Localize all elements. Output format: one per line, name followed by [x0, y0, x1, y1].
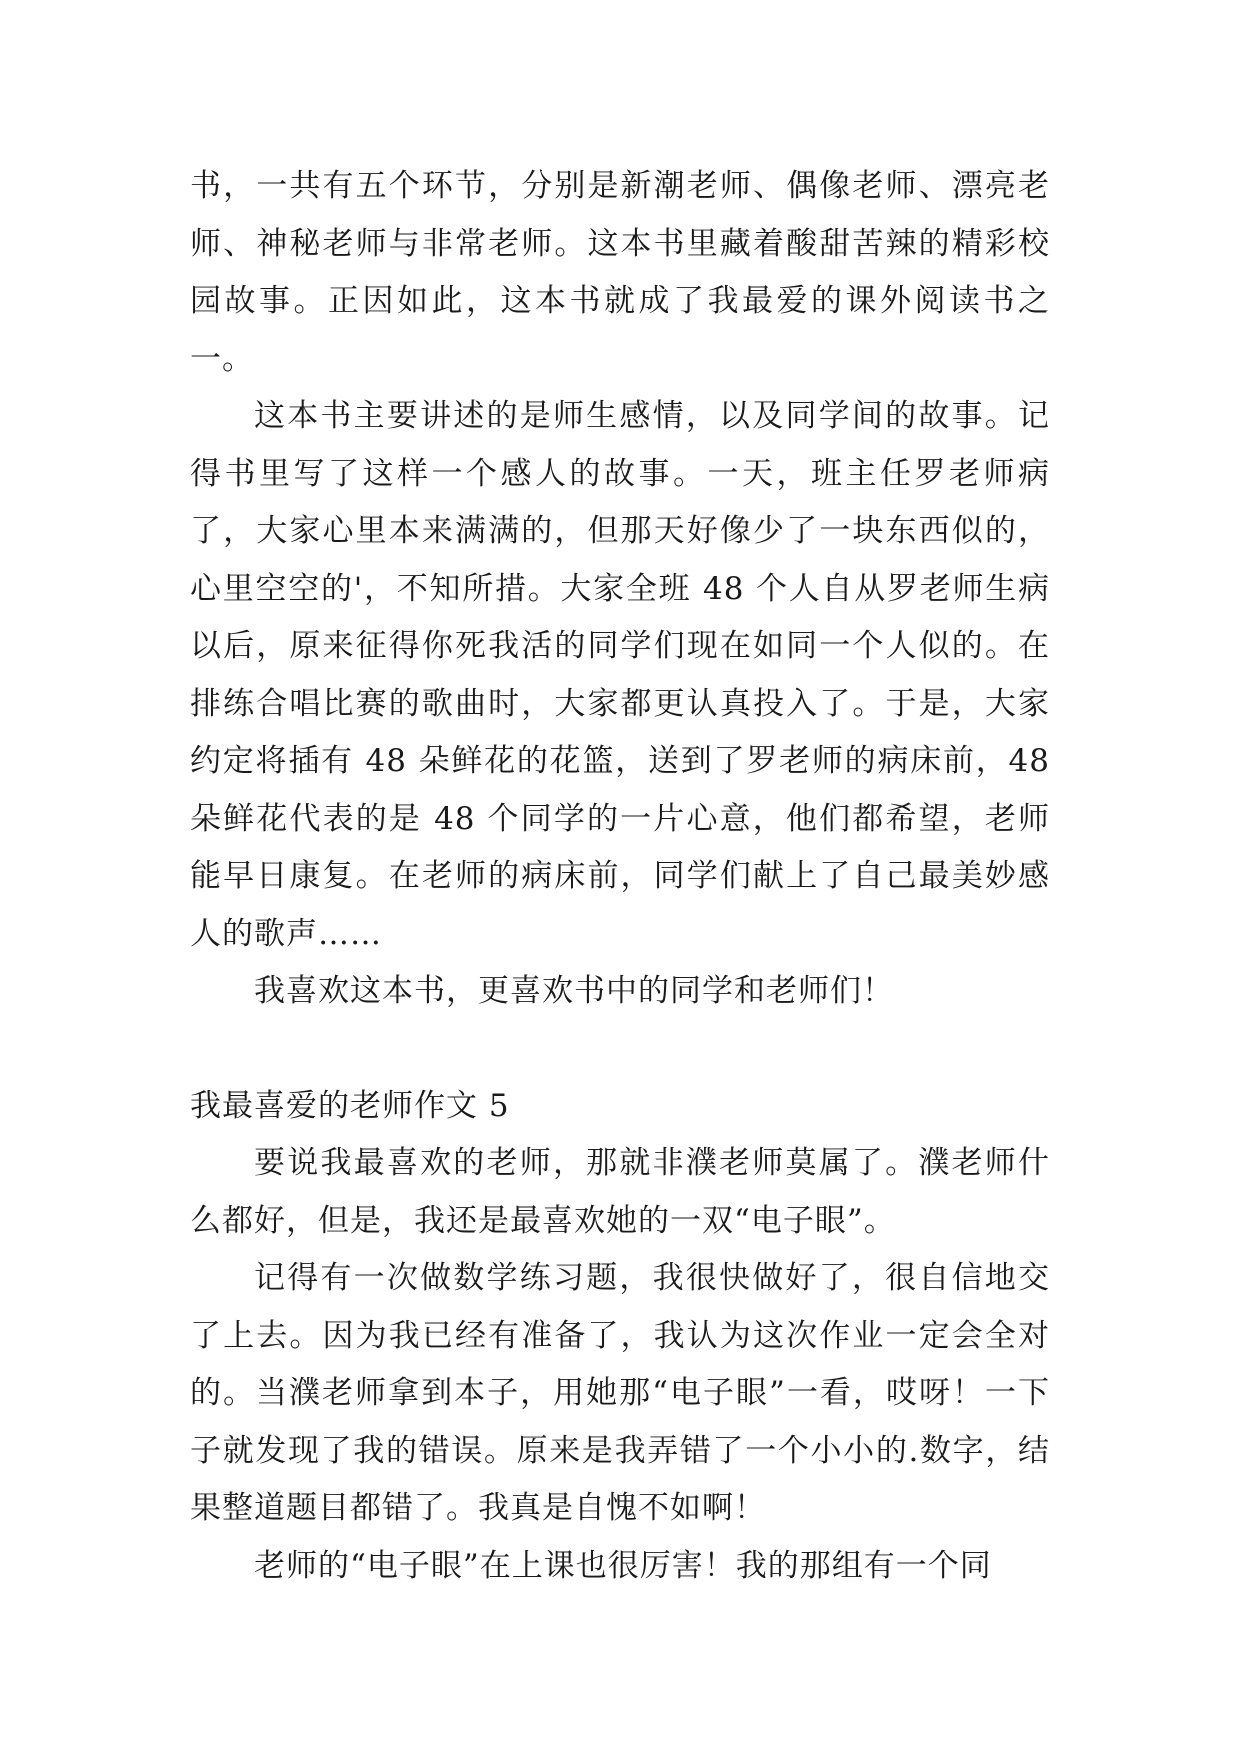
paragraph-homework: 记得有一次做数学练习题，我很快做好了，很自信地交了上去。因为我已经有准备了，我认为这次作业一定会全对的。当濮老师拿到本子，用她那“电子眼”一看，哎呀！一下子就发现了我的错误。原来是我弄错了一个小小的.数字，结果整道题目都错了。我真是自愧不如啊！ [190, 1260, 1050, 1526]
paragraph-class: 老师的“电子眼”在上课也很厉害！我的那组有一个同 [254, 1547, 992, 1584]
paragraph-intro: 要说我最喜欢的老师，那就非濮老师莫属了。濮老师什么都好，但是，我还是最喜欢她的一双“电子眼”。 [190, 1145, 1050, 1239]
essay-title: 我最喜爱的老师作文 5 [190, 1087, 510, 1124]
paragraph-continued: 书，一共有五个环节，分别是新潮老师、偶像老师、漂亮老师、神秘老师与非常老师。这本书里藏着酸甜苦辣的精彩校园故事。正因如此，这本书就成了我最爱的课外阅读书之一。 [190, 168, 1050, 377]
document-page [190, 158, 1050, 1595]
paragraph-conclusion: 我喜欢这本书，更喜欢书中的同学和老师们！ [254, 973, 894, 1009]
paragraph-story: 这本书主要讲述的是师生感情，以及同学间的故事。记得书里写了这样一个感人的故事。一天，班主任罗老师病了，大家心里本来满满的，但那天好像少了一块东西似的，心里空空的'，不知所措。大家全班 48 个人自从罗老师生病以后，原来征得你死我活的同学们现在如同一个人似的。在排练合唱比赛的歌曲时，大家都更认真投入了。于是，大家约定将插有 48 朵鲜花的花篮，送到了罗老师的病床前，48 朵鲜花代表的是 48 个同学的一片心意，他们都希望，老师能早日康复。在老师的病床前，同学们献上了自己最美妙感人的歌声…… [190, 398, 1050, 952]
